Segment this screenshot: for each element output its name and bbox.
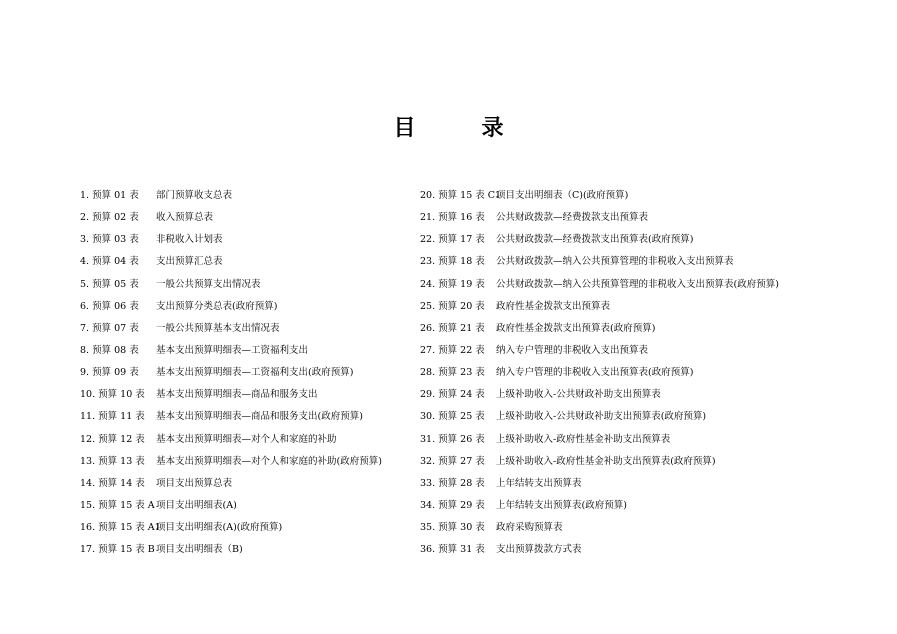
- toc-entry-title: 上级补助收入-政府性基金补助支出预算表(政府预算): [496, 455, 716, 467]
- toc-entry-title: 上级补助收入-政府性基金补助支出预算表: [496, 433, 671, 445]
- toc-entry[interactable]: [80, 183, 420, 205]
- toc-entry-title: 上年结转支出预算表(政府预算): [496, 500, 627, 512]
- toc-entry[interactable]: [80, 449, 420, 471]
- toc-entry[interactable]: [80, 537, 420, 559]
- toc-entry-title: 支出预算分类总表(政府预算): [156, 300, 278, 312]
- toc-entry-code: 26. 预算 21 表: [420, 322, 485, 334]
- toc-entry-code: 3. 预算 03 表: [80, 234, 139, 246]
- toc-entry-code: 10. 预算 10 表: [80, 389, 145, 401]
- toc-entry-title: 纳入专户管理的非税收入支出预算表(政府预算): [496, 367, 694, 379]
- toc-entry[interactable]: [420, 360, 840, 382]
- toc-entry[interactable]: [80, 249, 420, 271]
- toc-entry-code: 7. 预算 07 表: [80, 322, 139, 334]
- toc-left-column: [80, 183, 420, 559]
- toc-entry[interactable]: [80, 227, 420, 249]
- toc-entry[interactable]: [420, 294, 840, 316]
- toc-entry[interactable]: [420, 316, 840, 338]
- toc-entry-title: 非税收入计划表: [156, 234, 223, 246]
- toc-entry[interactable]: [80, 471, 420, 493]
- toc-entry-title: 上级补助收入-公共财政补助支出预算表(政府预算): [496, 411, 707, 423]
- toc-entry-title: 上级补助收入-公共财政补助支出预算表: [496, 389, 661, 401]
- toc-entry-code: 30. 预算 25 表: [420, 411, 485, 423]
- toc-entry-code: 27. 预算 22 表: [420, 345, 485, 357]
- toc-entry[interactable]: [420, 404, 840, 426]
- toc-entry[interactable]: [420, 272, 840, 294]
- toc-entry[interactable]: [420, 515, 840, 537]
- toc-entry-code: 8. 预算 08 表: [80, 345, 139, 357]
- toc-entry-code: 23. 预算 18 表: [420, 256, 485, 268]
- toc-entry[interactable]: [80, 515, 420, 537]
- toc-entry-code: 21. 预算 16 表: [420, 212, 485, 224]
- toc-entry-code: 20. 预算 15 表 C1: [420, 190, 502, 202]
- toc-entry[interactable]: [420, 227, 840, 249]
- toc-entry-title: 政府性基金拨款支出预算表(政府预算): [496, 322, 656, 334]
- toc-entry-code: 11. 预算 11 表: [80, 411, 145, 423]
- toc-entry-code: 31. 预算 26 表: [420, 433, 485, 445]
- toc-entry[interactable]: [420, 449, 840, 471]
- toc-entry-code: 25. 预算 20 表: [420, 300, 485, 312]
- toc-entry-title: 基本支出预算明细表—对个人和家庭的补助(政府预算): [156, 455, 382, 467]
- toc-entry-title: 基本支出预算明细表—商品和服务支出: [156, 389, 318, 401]
- toc-entry-title: 部门预算收支总表: [156, 190, 233, 202]
- toc-entry-code: 24. 预算 19 表: [420, 278, 485, 290]
- toc-entry-code: 12. 预算 12 表: [80, 433, 145, 445]
- toc-entry[interactable]: [80, 360, 420, 382]
- toc-entry-code: 2. 预算 02 表: [80, 212, 139, 224]
- page-title: 目 录: [393, 115, 526, 141]
- toc-entry[interactable]: [420, 537, 840, 559]
- toc-entry-code: 5. 预算 05 表: [80, 278, 139, 290]
- toc-entry-title: 项目支出明细表(A): [156, 500, 237, 512]
- toc-entry-code: 29. 预算 24 表: [420, 389, 485, 401]
- toc-entry-title: 基本支出预算明细表—工资福利支出: [156, 345, 309, 357]
- toc-entry[interactable]: [80, 427, 420, 449]
- toc-entry-code: 32. 预算 27 表: [420, 455, 485, 467]
- toc-entry[interactable]: [80, 316, 420, 338]
- toc-entry-code: 22. 预算 17 表: [420, 234, 485, 246]
- toc-entry-title: 公共财政拨款—经费拨款支出预算表(政府预算): [496, 234, 694, 246]
- toc-entry-title: 项目支出明细表（B): [156, 544, 243, 556]
- toc-entry-code: 16. 预算 15 表 A1: [80, 522, 161, 534]
- toc-entry-title: 上年结转支出预算表: [496, 477, 582, 489]
- toc-entry-title: 基本支出预算明细表—工资福利支出(政府预算): [156, 367, 354, 379]
- toc-entry[interactable]: [420, 205, 840, 227]
- toc-entry-code: 33. 预算 28 表: [420, 477, 485, 489]
- toc-entry-code: 14. 预算 14 表: [80, 477, 145, 489]
- toc-entry-title: 纳入专户管理的非税收入支出预算表: [496, 345, 649, 357]
- toc-entry-title: 公共财政拨款—纳入公共预算管理的非税收入支出预算表: [496, 256, 734, 268]
- toc-entry[interactable]: [420, 249, 840, 271]
- toc-entry-title: 基本支出预算明细表—对个人和家庭的补助: [156, 433, 337, 445]
- toc-right-column: [420, 183, 840, 559]
- toc-entry-code: 13. 预算 13 表: [80, 455, 145, 467]
- toc-entry[interactable]: [420, 183, 840, 205]
- toc-entry-title: 一般公共预算支出情况表: [156, 278, 261, 290]
- toc-entry-title: 基本支出预算明细表—商品和服务支出(政府预算): [156, 411, 363, 423]
- toc-entry-code: 36. 预算 31 表: [420, 544, 485, 556]
- toc-entry-title: 支出预算拨款方式表: [496, 544, 582, 556]
- toc-entry-code: 34. 预算 29 表: [420, 500, 485, 512]
- toc-entry[interactable]: [80, 404, 420, 426]
- toc-entry-title: 收入预算总表: [156, 212, 214, 224]
- toc-entry-title: 公共财政拨款—经费拨款支出预算表: [496, 212, 649, 224]
- toc-entry-title: 项目支出明细表（C)(政府预算): [496, 190, 629, 202]
- toc-entry-title: 项目支出预算总表: [156, 477, 233, 489]
- toc-entry[interactable]: [80, 294, 420, 316]
- toc-entry-code: 9. 预算 09 表: [80, 367, 139, 379]
- toc-entry[interactable]: [80, 272, 420, 294]
- toc-entry-code: 6. 预算 06 表: [80, 300, 139, 312]
- toc-entry-code: 17. 预算 15 表 B: [80, 544, 155, 556]
- toc-entry-code: 4. 预算 04 表: [80, 256, 139, 268]
- toc-entry-title: 项目支出明细表(A)(政府预算): [156, 522, 283, 534]
- toc-entry[interactable]: [80, 382, 420, 404]
- toc-entry[interactable]: [420, 382, 840, 404]
- toc-entry-code: 15. 预算 15 表 A: [80, 500, 155, 512]
- toc-entry-code: 35. 预算 30 表: [420, 522, 485, 534]
- toc-entry[interactable]: [420, 471, 840, 493]
- toc-entry-title: 政府性基金拨款支出预算表: [496, 300, 611, 312]
- toc-entry[interactable]: [80, 493, 420, 515]
- toc-entry-code: 28. 预算 23 表: [420, 367, 485, 379]
- toc-entry-code: 1. 预算 01 表: [80, 190, 139, 202]
- toc-entry[interactable]: [420, 338, 840, 360]
- toc-entry-title: 支出预算汇总表: [156, 256, 223, 268]
- toc-entry-title: 一般公共预算基本支出情况表: [156, 322, 280, 334]
- toc-entry[interactable]: [420, 427, 840, 449]
- toc-entry[interactable]: [80, 205, 420, 227]
- toc-entry[interactable]: [420, 493, 840, 515]
- toc-entry-title: 政府采购预算表: [496, 522, 563, 534]
- toc-entry[interactable]: [80, 338, 420, 360]
- toc-entry-title: 公共财政拨款—纳入公共预算管理的非税收入支出预算表(政府预算): [496, 278, 779, 290]
